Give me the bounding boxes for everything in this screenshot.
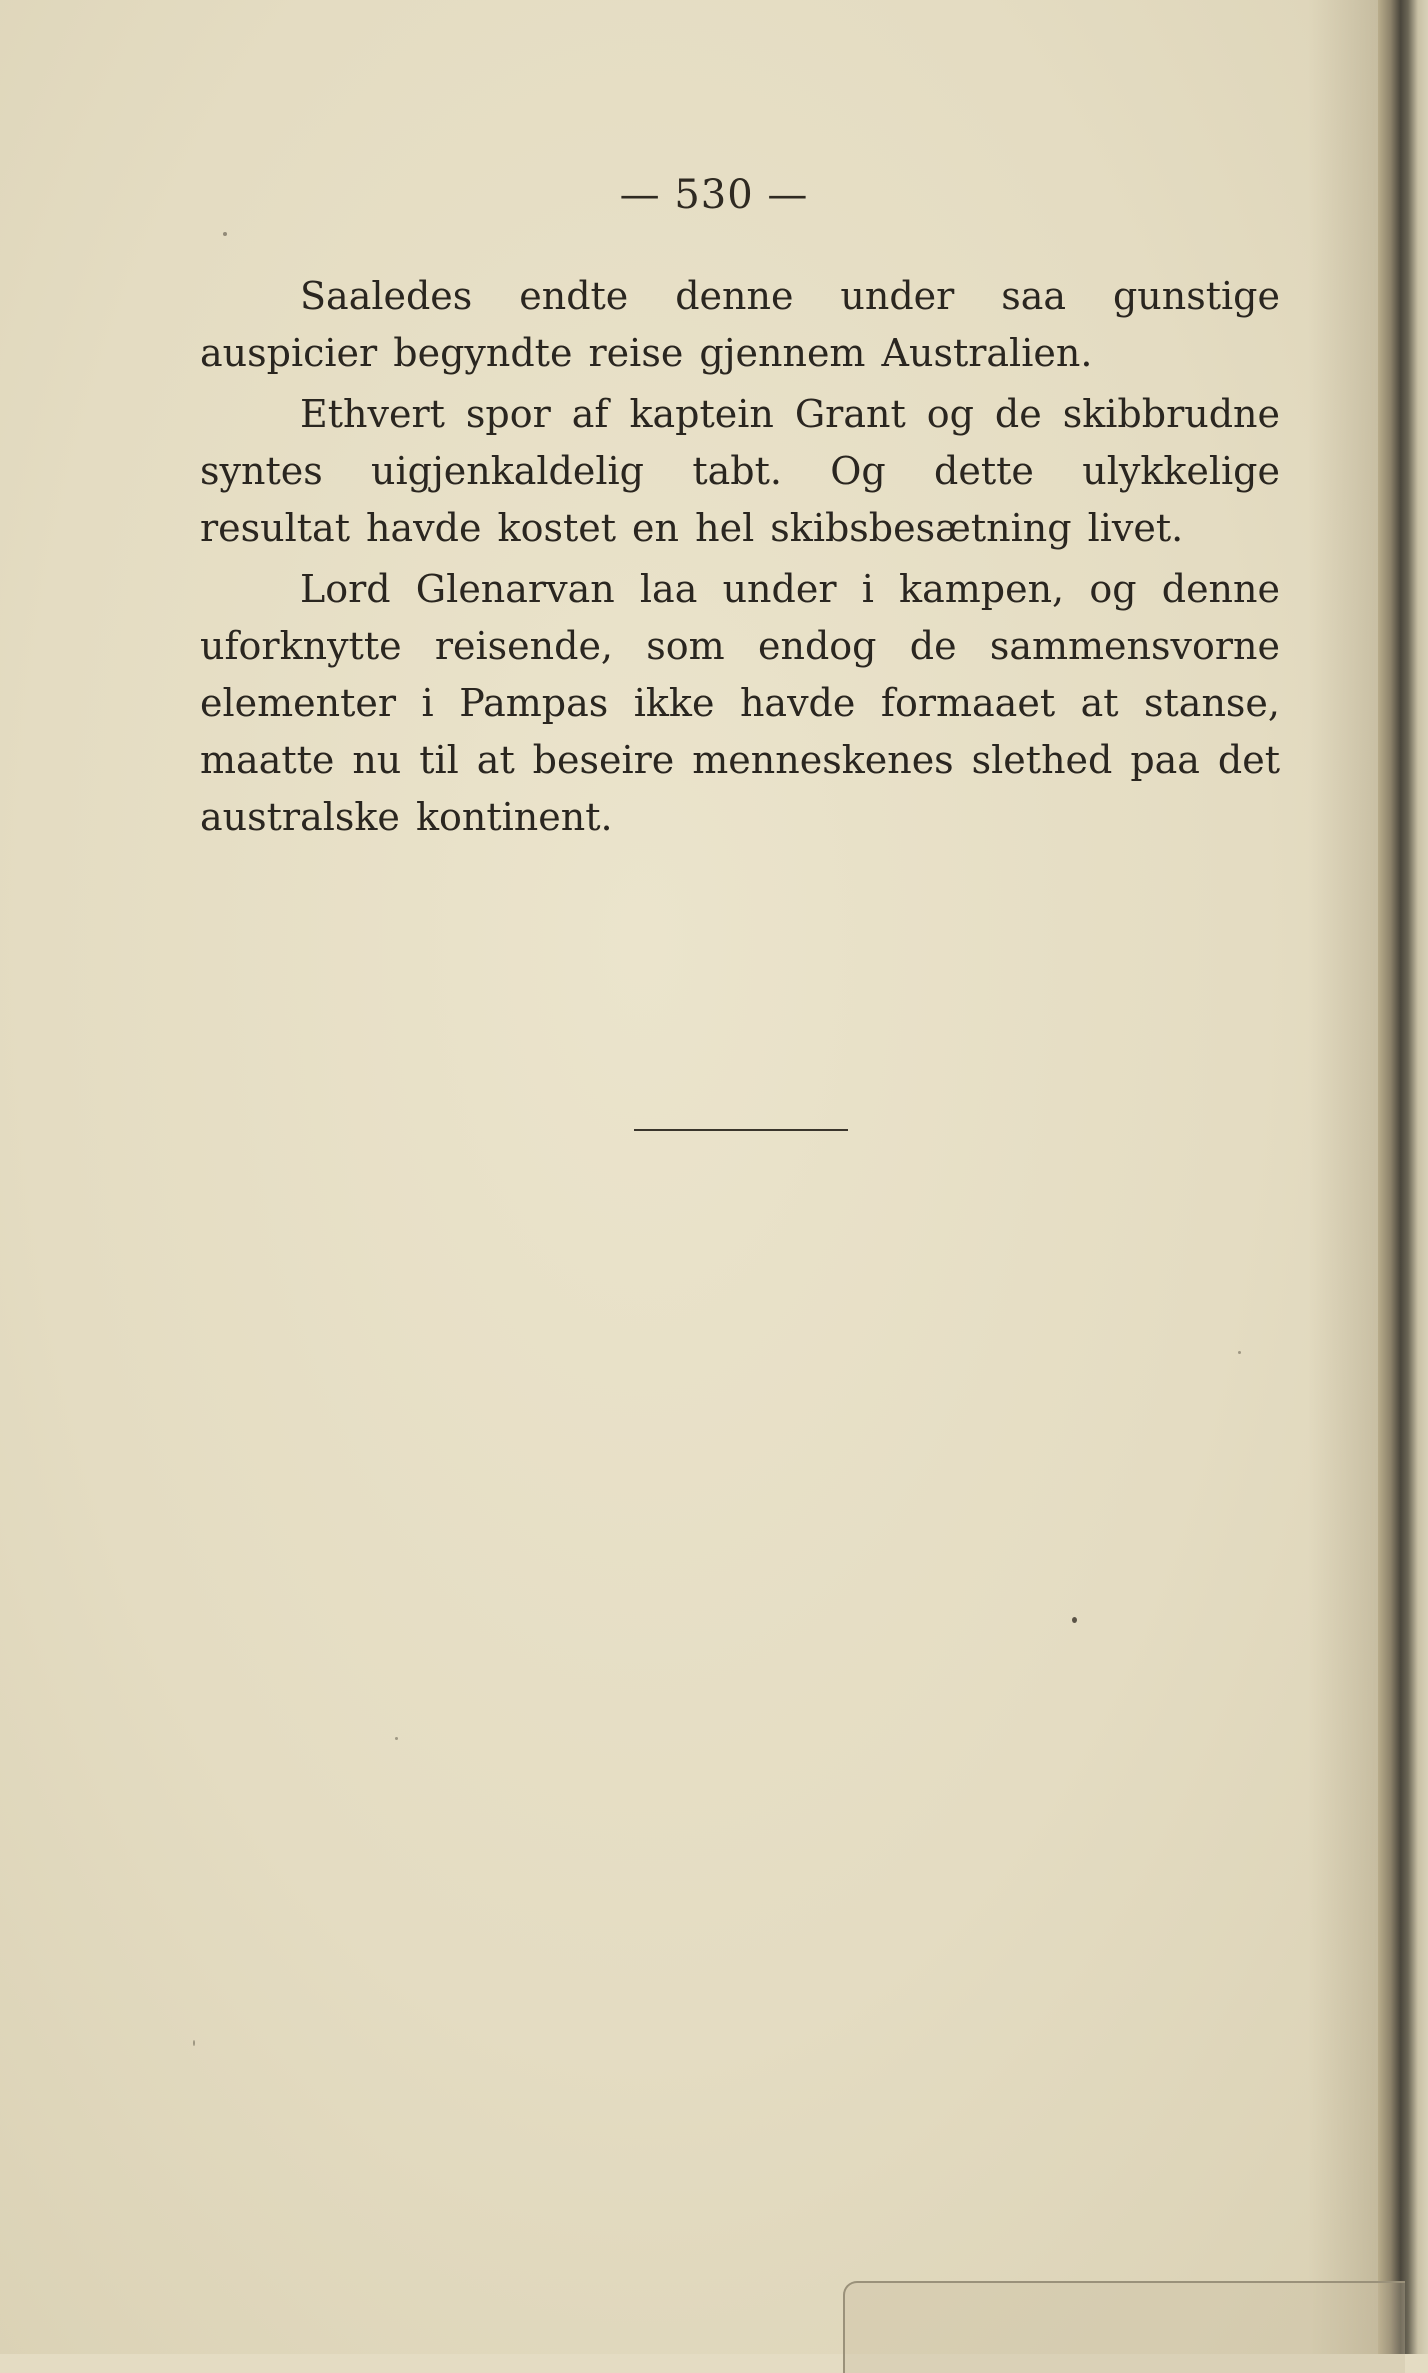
chapter-text — [200, 268, 1280, 850]
paragraph-1: Saaledes endte denne under saa gunstige auspicier begyndte reise gjennem Australien. — [200, 274, 1280, 375]
paper-speck — [1238, 1351, 1241, 1354]
paragraph-3: Lord Glenarvan laa under i kampen, og denne uforknytte reisende, som endog de sammensvorne elementer i Pampas ikke havde formaaet at stanse, maatte nu til at beseire menneskenes slethed paa det australske kontinent. — [200, 567, 1280, 839]
end-of-chapter-rule — [634, 1129, 848, 1131]
page-number: — 530 — — [619, 172, 809, 218]
paragraph-2: Ethvert spor af kaptein Grant og de skibbrudne syntes uigjenkaldelig tabt. Og dette ulykkelige resultat havde kostet en hel skibsbesætning livet. — [200, 392, 1280, 550]
paper-speck — [193, 2040, 195, 2046]
binding-shadow — [1308, 0, 1378, 2354]
paper-speck — [1072, 1617, 1077, 1623]
book-binding-edge — [1378, 0, 1428, 2354]
paper-speck — [223, 232, 227, 236]
paper-speck — [395, 1737, 398, 1740]
page-corner — [843, 2281, 1405, 2373]
